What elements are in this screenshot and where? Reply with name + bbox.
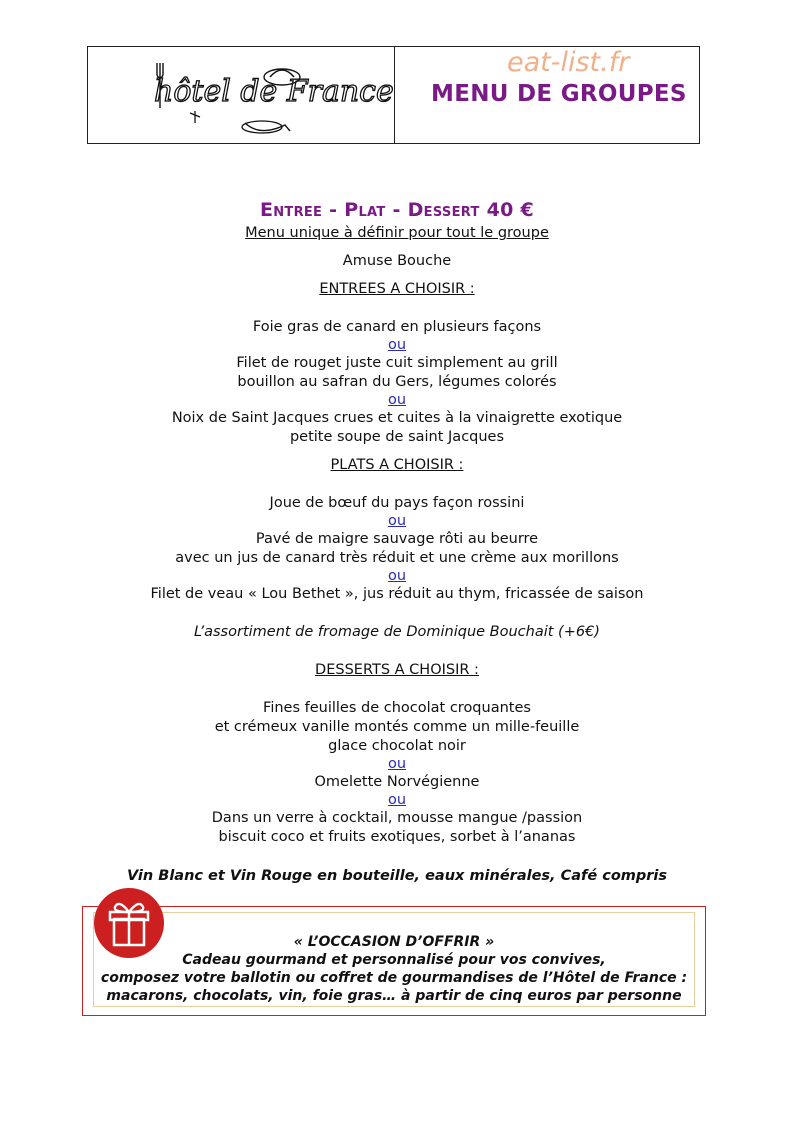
- ou-separator: ou: [387, 568, 407, 584]
- entree-item: Noix de Saint Jacques crues et cuites à la vinaigrette exotique: [171, 410, 623, 426]
- dessert-item-detail: glace chocolat noir: [328, 738, 466, 754]
- offer-line: composez votre ballotin ou coffret de gourmandises de l’Hôtel de France :: [100, 970, 688, 986]
- header-logo-cell: [88, 47, 395, 143]
- plat-item: Pavé de maigre sauvage rôti au beurre: [255, 531, 539, 547]
- offer-box: [82, 906, 706, 1016]
- ou-separator: ou: [387, 756, 407, 772]
- ou-separator: ou: [387, 792, 407, 808]
- entree-item-detail: petite soupe de saint Jacques: [289, 429, 505, 445]
- header-title-cell: [395, 47, 699, 143]
- amuse-bouche: Amuse Bouche: [342, 253, 452, 269]
- dessert-item: Fines feuilles de chocolat croquantes: [263, 700, 531, 716]
- entrees-heading: ENTREES A CHOISIR :: [319, 281, 475, 297]
- boissons-note: Vin Blanc et Vin Rouge en bouteille, eaux minérales, Café compris: [126, 868, 668, 884]
- offer-text: [83, 933, 705, 1005]
- fromage-option: L’assortiment de fromage de Dominique Bouchait (+6€): [194, 624, 600, 640]
- entree-item: Foie gras de canard en plusieurs façons: [252, 319, 542, 335]
- offer-line: Cadeau gourmand et personnalisé pour vos convives,: [182, 952, 606, 968]
- menu-content: [87, 196, 707, 847]
- dessert-item: Dans un verre à cocktail, mousse mangue /passion: [211, 810, 583, 826]
- plat-item: Joue de bœuf du pays façon rossini: [269, 495, 525, 511]
- logo-lettering: hôtel de France: [154, 74, 394, 109]
- dessert-item-detail: biscuit coco et fruits exotiques, sorbet à l’ananas: [218, 829, 576, 845]
- entree-item: Filet de rouget juste cuit simplement au grill: [236, 355, 558, 371]
- formule-subtitle: Menu unique à définir pour tout le groupe: [245, 225, 549, 241]
- formule-title: Entree - Plat - Dessert 40 €: [259, 199, 535, 221]
- plats-heading: PLATS A CHOISIR :: [330, 457, 464, 473]
- plat-item: Filet de veau « Lou Bethet », jus réduit au thym, fricassée de saison: [150, 586, 644, 602]
- ou-separator: ou: [387, 392, 407, 408]
- dessert-item-detail: et crémeux vanille montés comme un mille-feuille: [214, 719, 580, 735]
- hotel-de-france-logo: [150, 53, 394, 141]
- watermark: eat-list.fr: [507, 47, 630, 78]
- header-box: [87, 46, 700, 144]
- ou-separator: ou: [387, 513, 407, 529]
- offer-line: macarons, chocolats, vin, foie gras… à partir de cinq euros par personne: [106, 988, 682, 1004]
- offer-title: « L’OCCASION D’OFFRIR »: [293, 934, 495, 950]
- desserts-heading: DESSERTS A CHOISIR :: [315, 662, 479, 678]
- ou-separator: ou: [387, 337, 407, 353]
- plat-item-detail: avec un jus de canard très réduit et une crème aux morillons: [175, 550, 619, 566]
- dessert-item: Omelette Norvégienne: [314, 774, 480, 790]
- page-title: MENU DE GROUPES: [431, 81, 687, 107]
- entree-item-detail: bouillon au safran du Gers, légumes colorés: [237, 374, 557, 390]
